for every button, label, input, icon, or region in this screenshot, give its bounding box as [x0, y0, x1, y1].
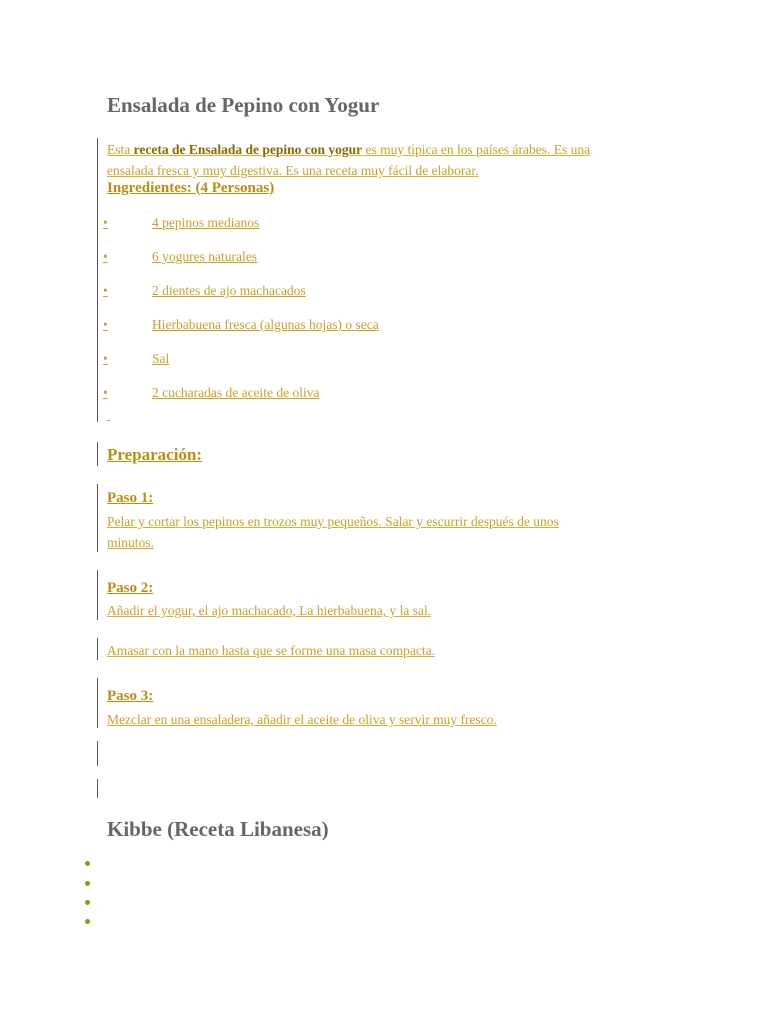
- preparation-heading[interactable]: Preparación:: [107, 445, 203, 464]
- ingredient-text: 6 yogures naturales: [152, 249, 257, 264]
- list-item[interactable]: [103, 351, 169, 367]
- bullet-icon: •: [103, 249, 108, 264]
- intro-pre: Esta: [107, 142, 134, 157]
- ingredient-text: 2 dientes de ajo machacados: [152, 283, 306, 298]
- divider-mark: [107, 420, 110, 421]
- step-label[interactable]: Paso 3:: [107, 688, 154, 704]
- bullet-icon: [85, 861, 90, 866]
- bullet-icon: •: [103, 215, 108, 230]
- step-text[interactable]: Mezclar en una ensaladera, añadir el aceite de oliva y servir muy fresco.: [107, 712, 497, 727]
- bullet-icon: [85, 900, 90, 905]
- bullet-icon: [85, 919, 90, 924]
- intro-paragraph[interactable]: [107, 139, 667, 181]
- ingredients-heading[interactable]: Ingredientes: (4 Personas): [107, 180, 275, 196]
- quote-bar: [97, 570, 98, 620]
- ingredient-text: 4 pepinos medianos: [152, 215, 260, 230]
- bullet-icon: •: [103, 351, 108, 366]
- quote-bar: [97, 138, 98, 422]
- list-item[interactable]: [103, 249, 257, 265]
- ingredient-text: Hierbabuena fresca (algunas hojas) o seca: [152, 317, 379, 332]
- bullet-icon: •: [103, 317, 108, 332]
- bullet-icon: [85, 881, 90, 886]
- step-text[interactable]: Añadir el yogur, el ajo machacado, La hierbabuena, y la sal.: [107, 603, 432, 618]
- bullet-icon: •: [103, 385, 108, 400]
- recipe-title: Ensalada de Pepino con Yogur: [107, 93, 380, 117]
- bullet-icon: •: [103, 283, 108, 298]
- step-text[interactable]: [107, 511, 667, 553]
- step-label[interactable]: Paso 1:: [107, 490, 154, 506]
- list-item[interactable]: [103, 283, 306, 299]
- list-item[interactable]: [103, 215, 259, 231]
- step-label[interactable]: Paso 2:: [107, 580, 154, 596]
- quote-bar: [97, 741, 98, 766]
- list-item[interactable]: [103, 385, 320, 401]
- intro-bold: receta de Ensalada de pepino con yogur: [133, 142, 363, 157]
- quote-bar: [97, 638, 98, 660]
- quote-bar: [97, 678, 98, 728]
- step-line: Pelar y cortar los pepinos en trozos muy pequeños. Salar y escurrir después de unos: [107, 514, 559, 529]
- ingredient-text: 2 cucharadas de aceite de oliva: [152, 385, 320, 400]
- intro-line1: es muy típica en los países árabes. Es una: [362, 142, 591, 157]
- quote-bar: [97, 484, 98, 552]
- recipe-title: Kibbe (Receta Libanesa): [107, 817, 329, 841]
- ingredient-text: Sal: [152, 351, 170, 366]
- intro-line2: ensalada fresca y muy digestiva. Es una receta muy fácil de elaborar.: [107, 163, 479, 178]
- step-note[interactable]: Amasar con la mano hasta que se forme una masa compacta.: [107, 643, 435, 658]
- quote-bar: [97, 779, 98, 798]
- list-item[interactable]: [103, 317, 379, 333]
- step-line: minutos.: [107, 535, 154, 550]
- quote-bar: [97, 442, 98, 466]
